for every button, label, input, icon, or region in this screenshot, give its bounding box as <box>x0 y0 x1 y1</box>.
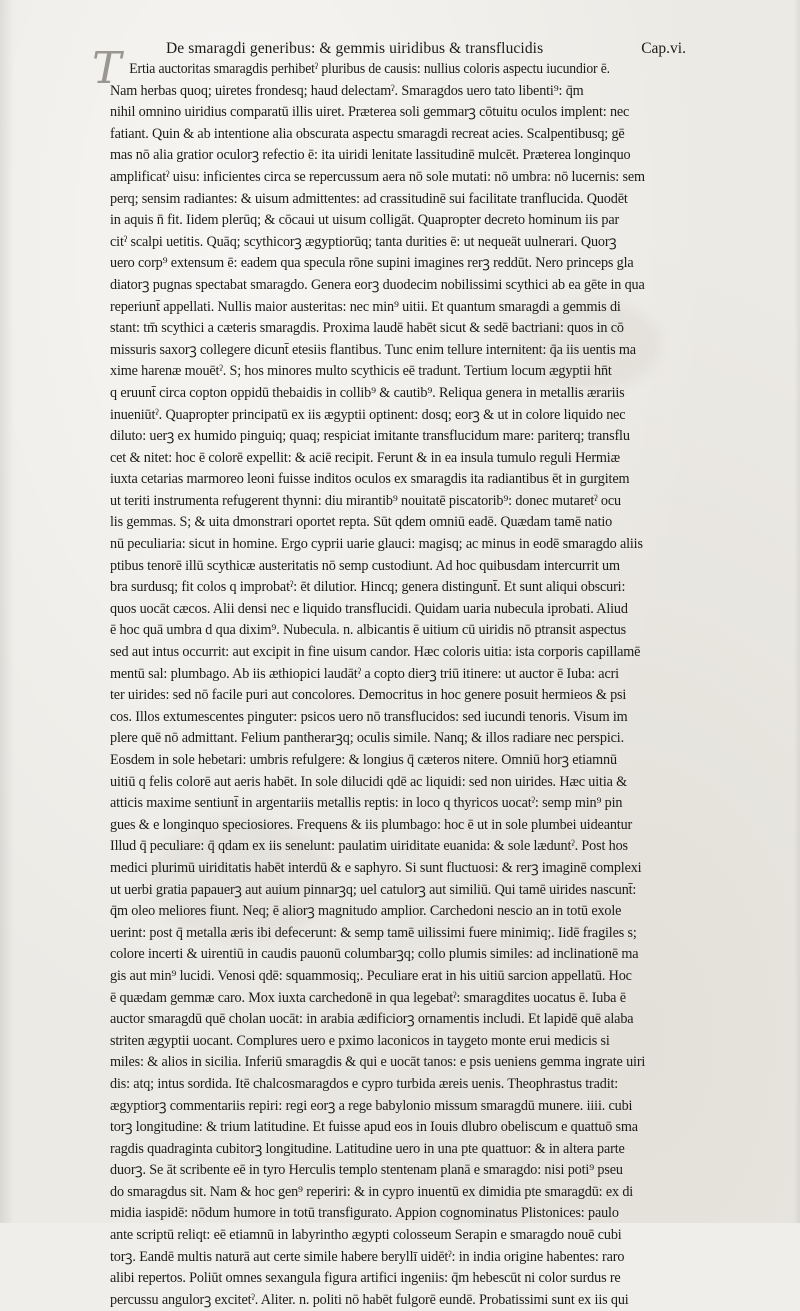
text-line: diatorꝫ pugnas spectabat smaragdo. Genera eorꝫ duodecim nobilissimi scythici ab ea gēte in qua <box>110 276 645 293</box>
text-line: auctor smaragdū quē cholan uocāt: in arabia ædificiorꝫ ornamentis includi. Et lapidē quē alaba <box>110 1011 634 1028</box>
text-line: striten ægyptii uocant. Complures uero e pximo laconicos in taygeto monte erui medicis si <box>110 1032 610 1049</box>
chapter-number: Cap.vi. <box>641 40 686 57</box>
text-line: ē quædam gemmæ caro. Mox iuxta carchedonē in qua legebatˀ: smaragdites uocatus ē. Iuba ē <box>110 989 626 1006</box>
text-line: inueniūtˀ. Quapropter principatū ex iis ægyptii optinent: dosq; eorꝫ & ut in colore liquido nec <box>110 406 626 423</box>
text-line: gues & e longinquo speciosiores. Frequens & iis plumbago: hoc ē ut in sole plumbei uideantur <box>110 816 633 833</box>
text-line: missuris saxorꝫ collegere dicunt̄ etesiis flantibus. Tunc enim tellure internitent: q̄a iis uentis ma <box>110 341 636 358</box>
text-line: atticis maxime sentiunt̄ in argentariis metallis reptis: in loco q thyricos uocatˀ: semp min⁹ pin <box>110 795 623 812</box>
text-line: uero corp⁹ extensum ē: eadem qua specula rōne supini imagines rerꝫ reddūt. Nero princeps gla <box>110 255 634 272</box>
text-line: bra surdusq; fit colos q improbatˀ: ēt dilutior. Hincq; genera distingunt̄. Et sunt aliqui obscuri: <box>110 579 626 596</box>
text-line: mentū sal: plumbago. Ab iis æthiopici laudātˀ a copto dierꝫ triū itinere: ut auctor ē Iuba: acri <box>110 665 619 682</box>
text-line: uitiū q felis colorē aut aeris habēt. In sole dilucidi qdē ac liquidi: sed non uirides. Hæc uitia & <box>110 773 628 790</box>
text-line: Ertia auctoritas smaragdis perhibetˀ pluribus de causis: nullius coloris aspectu iucundior ē. <box>129 61 610 77</box>
text-line: plere quē nō admittant. Felium pantherarꝫq; oculis simile. Nanq; & illos radiare nec perspici. <box>110 730 625 747</box>
text-line: ter uirides: sed nō facile puri aut concolores. Democritus in hoc genere posuit hermieos & psi <box>110 687 627 704</box>
text-line: torꝫ longitudine: & trium latitudine. Et fuisse apud eos in Iouis dlubro obeliscum e quattuō sma <box>110 1119 638 1136</box>
text-line: diluto: uerꝫ ex humido pinguiq; quaq; respiciat imitante transflucidum mare: pariterq; transflu <box>110 428 630 445</box>
text-line: dis: atq; intus sordida. Itē chalcosmaragdos e cypro turbida æreis uenis. Theophrastus tradit: <box>110 1075 619 1092</box>
text-line: Illud q̄ peculiare: q̄ qdam ex iis senelunt: paulatim uiriditate euanida: & sole læduntˀ. Post hos <box>110 838 628 855</box>
text-line: Nam herbas quoq; uiretes frondesq; haud delectamˀ. Smaragdos uero tato libenti⁹: q̄m <box>110 82 584 99</box>
text-line: alibi repertos. Poliūt omnes sexangula figura artifici ingeniis: q̄m hebescūt ni color surdus re <box>110 1270 621 1287</box>
page-edge-shadow <box>794 0 800 1223</box>
text-line: ægyptiorꝫ commentariis repiri: regi eorꝫ a rege babylonio missum smaragdū munere. iiii. cubi <box>110 1097 633 1114</box>
text-line: in aquis n̄ fit. Iidem plerūq; & cōcaui ut uisum colligāt. Quapropter decreto hominum iis par <box>110 212 620 229</box>
text-line: mas nō alia gratior oculorꝫ refectio ē: ita uiridi lenitate lassitudinē mulcēt. Præterea longinquo <box>110 147 631 164</box>
text-line: colore incerti & uirentiū in caudis pauonū columbarꝫq; collo plumis similes: ad inclinationē ma <box>110 946 639 963</box>
text-line: torꝫ. Eandē multis naturā aut certe simile habere beryllī uidētˀ: in india origine habentes: raro <box>110 1248 625 1265</box>
text-line: midia iaspidē: nōdum humore in totū transfigurato. Appion cognominatus Plistonices: paulo <box>110 1205 619 1222</box>
text-line: q eruunt̄ circa copton oppidū thebaidis in collib⁹ & cautib⁹. Reliqua genera in metallis ærariis <box>110 384 625 401</box>
text-line: stant: tm̄ scythici a cæteris smaragdis. Proxima laudē habēt sicut & sedē bactriani: quos in cō <box>110 320 624 337</box>
text-line: uerint: post q̄ metalla æris ibi defecerunt: & semp tamē uilissimi fuere minimiq;. Iidē fragiles s; <box>110 924 637 941</box>
text-line: cos. Illos extumescentes pinguter: psicos uero nō transflucidos: sed iucundi tenoris. Visum im <box>110 708 628 725</box>
text-line: percussu angulorꝫ excitetˀ. Aliter. n. politi nō habēt fulgorē eundē. Probatissimi sunt ex iis qui <box>110 1291 629 1308</box>
text-line: lis gemmas. S; & uita dmonstrari oportet repta. Sūt qdem omniū eadē. Quædam tamē natio <box>110 514 613 531</box>
text-line: xime harenæ mouētˀ. S; hos minores multo scythicis eē tradunt. Tertium locum ægyptii hn̄t <box>110 363 612 380</box>
text-line: ptibus tenorē illū scythicæ austeritatis nō semp custodiunt. Ad hoc quibusdam intercurrit um <box>110 557 620 574</box>
text-line: cet & nitet: hoc ē colorē expellit: & aciē recipit. Ferunt & in ea insula tumulo reguli Hermiæ <box>110 449 620 466</box>
text-line: ragdis quadraginta cubitorꝫ longitudine. Latitudine uero in una pte quattuor: & in altera parte <box>110 1140 625 1157</box>
drop-cap-initial: T <box>92 43 122 94</box>
body-text <box>110 59 690 1311</box>
text-line: do smaragdus sit. Nam & hoc gen⁹ reperiri: & in cypro inuentū ex dimidia pte smaragdū: ex di <box>110 1183 634 1200</box>
running-title: De smaragdi generibus: & gemmis uiridibus & transflucidis <box>166 40 544 57</box>
text-line: amplificatˀ uisu: inficientes circa se repercussum aera nō sole mutati: nō umbra: nō lucernis: sem <box>110 168 645 185</box>
text-line: duorꝫ. Se āt scribente eē in tyro Herculis templo stentenam planā e smaragdo: nisi poti⁹ pseu <box>110 1162 623 1179</box>
text-line: ut teriti instrumenta refugerent thynni: diu mirantib⁹ nouitatē piscatorib⁹: donec mutaretˀ ocu <box>110 492 621 509</box>
text-line: citˀ scalpi uetitis. Quāq; scythicorꝫ ægyptiorūq; tanta durities ē: ut nequeāt uulnerari. Quorꝫ <box>110 233 617 250</box>
text-line: ē hoc quā umbra d qua dixim⁹. Nubecula. n. albicantis ē uitium cū uiridis nō ptransit aspectus <box>110 622 627 639</box>
text-line: miles: & alios in sicilia. Inferiū smaragdis & qui e uocāt tanos: e psis ueniens gemma ingrate uiri <box>110 1054 646 1071</box>
text-line: perq; sensim radiantes: & uisum admittentes: ad crassitudinē sui facilitate tranflucida. Quodēt <box>110 190 628 207</box>
text-line: reperiunt̄ appellati. Nullis maior austeritas: nec min⁹ uitii. Et quantum smaragdi a gemmis di <box>110 298 621 315</box>
text-line: sed aut intus occurrit: aut excipit in fine uisum candor. Hæc coloris uitia: ista corporis capillamē <box>110 644 641 661</box>
text-line: ut uerbi gratia papauerꝫ aut auium pinnarꝫq; uel catulorꝫ aut similiū. Qui tamē uirides nascunt̄: <box>110 881 637 898</box>
text-line: Eosdem in sole hebetari: umbris refulgere: & longius q̄ cæteros nitere. Omniū horꝫ etiamnū <box>110 752 617 768</box>
text-line: quos uocāt cæcos. Alii densi nec e liquido transflucidi. Quidam uaria nubecula iprobati. Aliud <box>110 600 628 617</box>
text-line: medici plurimū uiriditatis habēt interdū & e saphyro. Si sunt fluctuosi: & rerꝫ imaginē complexi <box>110 859 642 876</box>
text-line: nū peculiaria: sicut in homine. Ergo cyprii uarie glauci: magisq; ac minus in eodē smaragdo aliis <box>110 536 643 553</box>
text-line: iuxta cetarias marmoreo leoni fuisse inditos oculos ex smaragdis ita radiantibus ēt in gurgitem <box>110 471 630 488</box>
text-line: ante scriptū reliqt: eē etiamnū in labyrintho ægypti colosseum Serapin e smaragdo nouē cubi <box>110 1227 622 1244</box>
text-line: nihil omnino uiridius comparatū illis uiret. Præterea soli gemmarꝫ cōtuitu oculos implent: nec <box>110 104 630 121</box>
text-line: fatiant. Quin & ab intentione alia obscurata aspectu smaragdi recreat acies. Scalpentibusq; gē <box>110 125 625 142</box>
text-line: gis aut min⁹ lucidi. Venosi qdē: squammosiq;. Peculiare erat in his uitiū sarcion appellatū. Hoc <box>110 967 632 984</box>
text-line: q̄m oleo meliores fiunt. Neq; ē aliorꝫ magnitudo amplior. Carchedoni nescio an in totū exole <box>110 903 622 920</box>
